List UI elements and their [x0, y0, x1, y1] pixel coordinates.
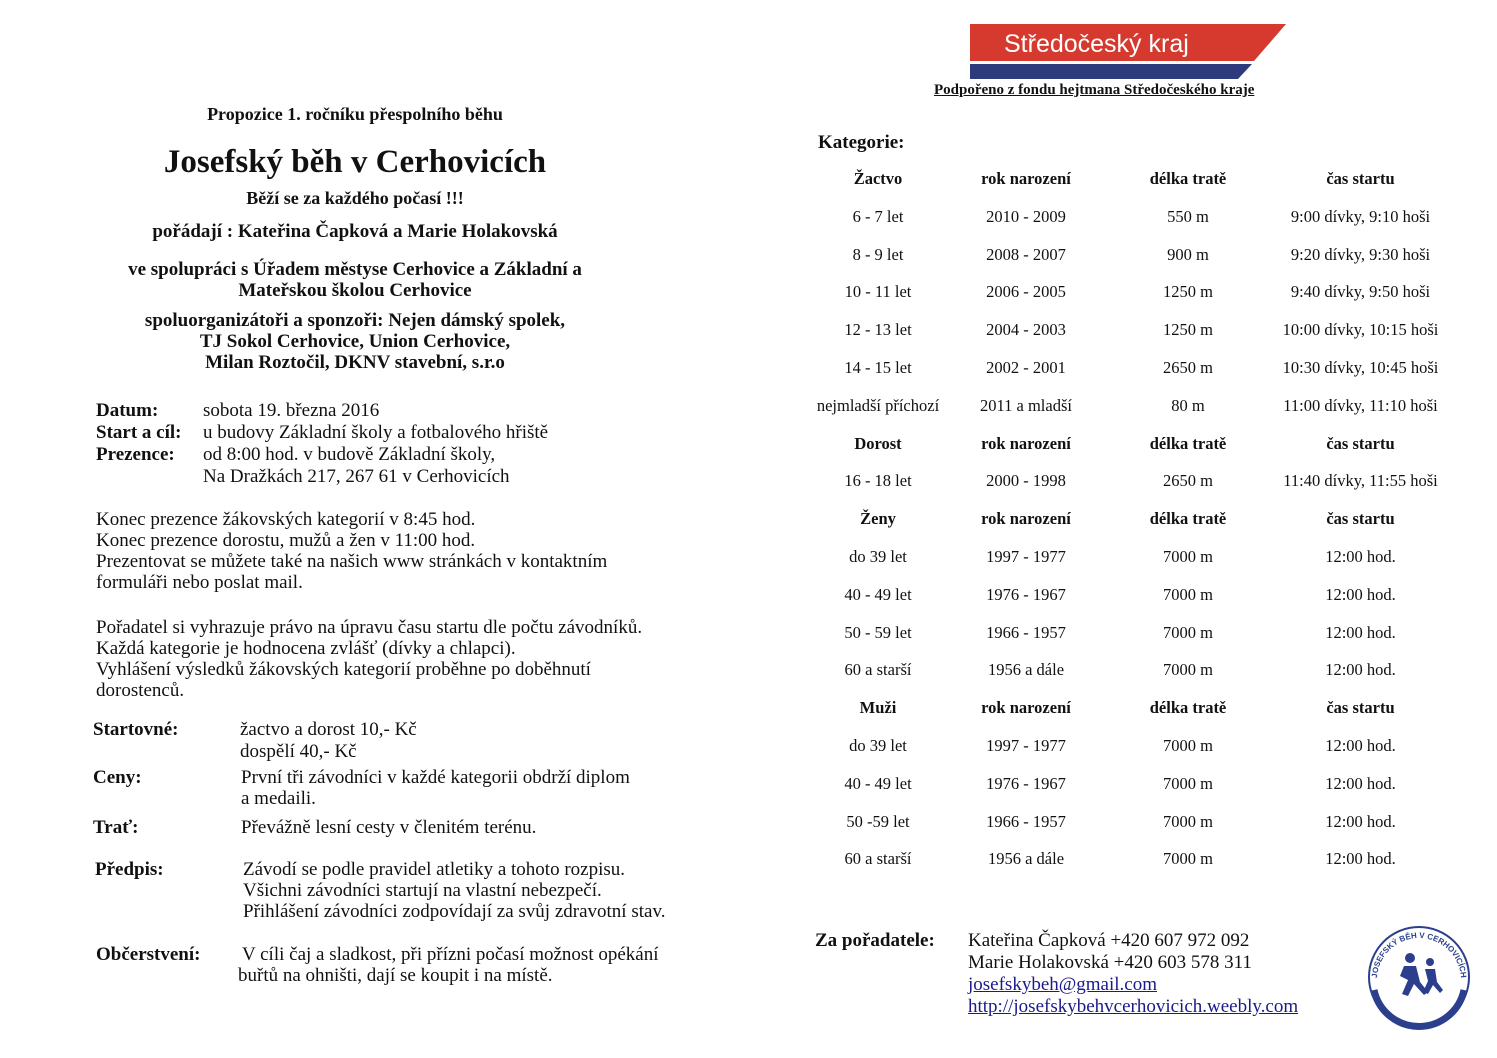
table-cell-c2: 1956 a dále	[987, 849, 1065, 869]
table-cell-c2: 1976 - 1967	[986, 584, 1066, 604]
table-cell-c4: 12:00 hod.	[1325, 546, 1396, 566]
table-cell-c2: 2006 - 2005	[986, 282, 1066, 302]
registration-notes	[96, 509, 736, 593]
table-cell-c4: 9:00 dívky, 9:10 hoši	[1290, 206, 1431, 226]
table-cell-c1: 12 - 13 let	[844, 320, 912, 340]
table-row	[808, 727, 1478, 765]
stredocesky-kraj-logo	[970, 24, 1286, 79]
note-line: formuláři nebo poslat mail.	[96, 572, 303, 593]
table-row	[808, 198, 1478, 236]
table-row	[808, 236, 1478, 274]
table-cell-c3: 1250 m	[1163, 320, 1213, 340]
table-row	[808, 538, 1478, 576]
trat-label: Trať:	[93, 817, 139, 838]
table-cell-c1: 10 - 11 let	[844, 282, 912, 302]
table-row	[808, 803, 1478, 841]
prezence-value: od 8:00 hod. v budově Základní školy,	[203, 444, 496, 465]
table-cell-c2: 2004 - 2003	[986, 320, 1066, 340]
table-cell-c1: Ženy	[860, 509, 896, 529]
obcerstveni-value: V cíli čaj a sladkost, při přízni počasí možnost opékání	[242, 944, 659, 965]
website-link[interactable]: http://josefskybehvcerhovicich.weebly.com	[968, 996, 1299, 1017]
table-cell-c3: 7000 m	[1163, 660, 1213, 680]
table-cell-c2: rok narození	[981, 509, 1071, 529]
startovne-value: dospělí 40,- Kč	[240, 741, 357, 762]
table-row	[808, 462, 1478, 500]
table-cell-c3: 7000 m	[1163, 546, 1213, 566]
table-cell-c3: 2650 m	[1163, 471, 1213, 491]
table-cell-c4: čas startu	[1326, 509, 1395, 529]
table-cell-c4: 10:00 dívky, 10:15 hoši	[1282, 320, 1439, 340]
table-cell-c2: 1997 - 1977	[986, 735, 1066, 755]
table-cell-c4: 12:00 hod.	[1325, 584, 1396, 604]
table-cell-c3: délka tratě	[1149, 509, 1227, 529]
table-cell-c4: 10:30 dívky, 10:45 hoši	[1282, 357, 1439, 377]
table-cell-c3: 550 m	[1167, 206, 1209, 226]
ceny-value: a medaili.	[241, 788, 316, 809]
table-cell-c4: čas startu	[1326, 169, 1395, 188]
table-cell-c3: délka tratě	[1149, 433, 1227, 453]
table-cell-c1: 14 - 15 let	[844, 357, 912, 377]
note-line: Prezentovat se můžete také na našich www stránkách v kontaktním	[96, 551, 608, 572]
table-row	[808, 273, 1478, 311]
table-cell-c4: čas startu	[1326, 433, 1395, 453]
table-cell-c2: 2011 a mladší	[980, 395, 1072, 415]
table-cell-c1: nejmladší příchozí	[816, 395, 940, 415]
table-cell-c1: 50 - 59 let	[844, 622, 912, 642]
obcerstveni-label: Občerstvení:	[96, 944, 201, 965]
predpis-value: Všichni závodníci startují na vlastní nebezpečí.	[243, 880, 602, 901]
table-row	[808, 651, 1478, 689]
table-cell-c2: 1966 - 1957	[986, 811, 1066, 831]
table-cell-c1: 50 -59 let	[846, 811, 910, 831]
table-cell-c1: Dorost	[854, 433, 902, 453]
obcerstveni-value: buřtů na ohništi, dají se koupit i na místě.	[238, 965, 553, 986]
logo-text: Středočeský kraj	[1004, 30, 1189, 58]
cooperation-line: ve spolupráci s Úřadem městyse Cerhovice a Základní a	[128, 259, 582, 280]
cooperation	[0, 259, 710, 301]
table-row	[808, 765, 1478, 803]
table-cell-c4: 11:40 dívky, 11:55 hoši	[1283, 471, 1438, 491]
contact-label: Za pořadatele:	[815, 930, 935, 951]
categories-table	[808, 160, 1478, 878]
table-cell-c3: 900 m	[1167, 244, 1209, 264]
table-cell-c1: 60 a starší	[844, 849, 912, 869]
table-cell-c4: čas startu	[1326, 698, 1395, 718]
table-cell-c2: 2002 - 2001	[986, 357, 1066, 377]
organizer-notes	[96, 617, 736, 701]
table-header-row	[808, 425, 1478, 463]
table-row	[808, 614, 1478, 652]
categories-heading: Kategorie:	[818, 132, 905, 153]
datum-value: sobota 19. března 2016	[203, 400, 380, 421]
table-cell-c1: 8 - 9 let	[852, 244, 904, 264]
predpis-value: Přihlášení závodníci zodpovídají za svůj zdravotní stav.	[243, 901, 666, 922]
prezence-label: Prezence:	[96, 444, 175, 465]
table-cell-c4: 12:00 hod.	[1325, 660, 1396, 680]
table-cell-c3: 7000 m	[1163, 811, 1213, 831]
table-cell-c2: rok narození	[981, 169, 1071, 188]
table-cell-c2: 2010 - 2009	[986, 206, 1066, 226]
startovne-value: žactvo a dorost 10,- Kč	[240, 719, 417, 740]
ceny-value: První tři závodníci v každé kategorii obdrží diplom	[241, 767, 630, 788]
table-cell-c4: 9:20 dívky, 9:30 hoši	[1290, 244, 1431, 264]
trat-value: Převážně lesní cesty v členitém terénu.	[241, 817, 537, 838]
table-row	[808, 840, 1478, 878]
table-cell-c3: 7000 m	[1163, 849, 1213, 869]
note-line: Každá kategorie je hodnocena zvlášť (dívky a chlapci).	[96, 638, 516, 659]
table-row	[808, 576, 1478, 614]
sponsors	[0, 310, 710, 373]
table-cell-c3: 1250 m	[1163, 282, 1213, 302]
table-cell-c4: 12:00 hod.	[1325, 622, 1396, 642]
note-line: Konec prezence žákovských kategorií v 8:45 hod.	[96, 509, 476, 530]
note-line: dorostenců.	[96, 680, 185, 701]
motto: Běží se za každého počasí !!!	[246, 188, 464, 208]
table-cell-c3: 7000 m	[1163, 773, 1213, 793]
note-line: Konec prezence dorostu, mužů a žen v 11:00 hod.	[96, 530, 476, 551]
sponsors-line: TJ Sokol Cerhovice, Union Cerhovice,	[199, 331, 511, 352]
prezence-row	[96, 444, 548, 466]
support-note: Podpořeno z fondu hejtmana Středočeského kraje	[934, 82, 1255, 98]
table-cell-c3: 7000 m	[1163, 735, 1213, 755]
sponsors-line: spoluorganizátoři a sponzoři: Nejen dámský spolek,	[144, 310, 566, 331]
table-cell-c3: délka tratě	[1149, 169, 1227, 188]
note-line: Vyhlášení výsledků žákovských kategorií proběhne po doběhnutí	[96, 659, 591, 680]
contact-capkova: Kateřina Čapková +420 607 972 092	[968, 930, 1250, 951]
startovne-label: Startovné:	[93, 719, 179, 740]
table-cell-c1: 16 - 18 let	[844, 471, 912, 491]
table-cell-c4: 11:00 dívky, 11:10 hoši	[1283, 395, 1438, 415]
cooperation-line: Mateřskou školou Cerhovice	[238, 280, 472, 301]
table-cell-c1: do 39 let	[849, 546, 907, 566]
table-cell-c2: 1956 a dále	[987, 660, 1065, 680]
table-cell-c1: 40 - 49 let	[844, 773, 912, 793]
table-cell-c3: délka tratě	[1149, 698, 1227, 718]
prezence-address: Na Dražkách 217, 267 61 v Cerhovicích	[203, 466, 510, 487]
badge-text: JOSEFSKÝ BĚH V CERHOVICÍCH	[1370, 930, 1469, 979]
table-cell-c4: 12:00 hod.	[1325, 735, 1396, 755]
table-cell-c1: 6 - 7 let	[852, 206, 904, 226]
table-cell-c2: rok narození	[981, 433, 1071, 453]
email-link[interactable]: josefskybeh@gmail.com	[968, 974, 1157, 995]
sponsors-line: Milan Roztočil, DKNV stavební, s.r.o	[205, 352, 505, 373]
runner-icon	[1400, 953, 1443, 996]
document-subtitle: Propozice 1. ročníku přespolního běhu	[207, 104, 503, 124]
page-title: Josefský běh v Cerhovicích	[163, 144, 547, 180]
table-cell-c2: rok narození	[981, 698, 1071, 718]
table-cell-c4: 12:00 hod.	[1325, 773, 1396, 793]
table-cell-c2: 1976 - 1967	[986, 773, 1066, 793]
start-label: Start a cíl:	[96, 422, 182, 443]
table-cell-c1: Žactvo	[853, 169, 903, 188]
start-row	[96, 422, 548, 444]
predpis-value: Závodí se podle pravidel atletiky a tohoto rozpisu.	[243, 859, 626, 880]
datum-row	[96, 400, 548, 422]
table-cell-c2: 1966 - 1957	[986, 622, 1066, 642]
table-cell-c2: 1997 - 1977	[986, 546, 1066, 566]
table-cell-c1: 40 - 49 let	[844, 584, 912, 604]
table-cell-c4: 12:00 hod.	[1325, 811, 1396, 831]
table-header-row	[808, 689, 1478, 727]
josefsky-beh-badge	[1364, 922, 1474, 1032]
ceny-label: Ceny:	[93, 767, 142, 788]
table-cell-c4: 9:40 dívky, 9:50 hoši	[1290, 282, 1431, 302]
organizers: pořádají : Kateřina Čapková a Marie Holakovská	[152, 221, 558, 242]
note-line: Pořadatel si vyhrazuje právo na úpravu času startu dle počtu závodníků.	[96, 617, 643, 638]
table-cell-c4: 12:00 hod.	[1325, 849, 1396, 869]
table-cell-c1: 60 a starší	[844, 660, 912, 680]
table-cell-c3: 2650 m	[1163, 357, 1213, 377]
table-row	[808, 387, 1478, 425]
table-cell-c2: 2000 - 1998	[986, 471, 1066, 491]
predpis-label: Předpis:	[95, 859, 164, 880]
table-cell-c1: do 39 let	[849, 735, 907, 755]
datum-label: Datum:	[96, 400, 159, 421]
table-cell-c1: Muži	[859, 698, 897, 718]
table-row	[808, 349, 1478, 387]
start-value: u budovy Základní školy a fotbalového hřiště	[203, 422, 549, 443]
event-info	[96, 400, 548, 488]
contact-holakovska: Marie Holakovská +420 603 578 311	[968, 952, 1252, 973]
table-cell-c3: 7000 m	[1163, 622, 1213, 642]
table-cell-c3: 7000 m	[1163, 584, 1213, 604]
table-cell-c2: 2008 - 2007	[986, 244, 1066, 264]
table-cell-c3: 80 m	[1171, 395, 1205, 415]
table-row	[808, 311, 1478, 349]
table-header-row	[808, 160, 1478, 198]
table-header-row	[808, 500, 1478, 538]
